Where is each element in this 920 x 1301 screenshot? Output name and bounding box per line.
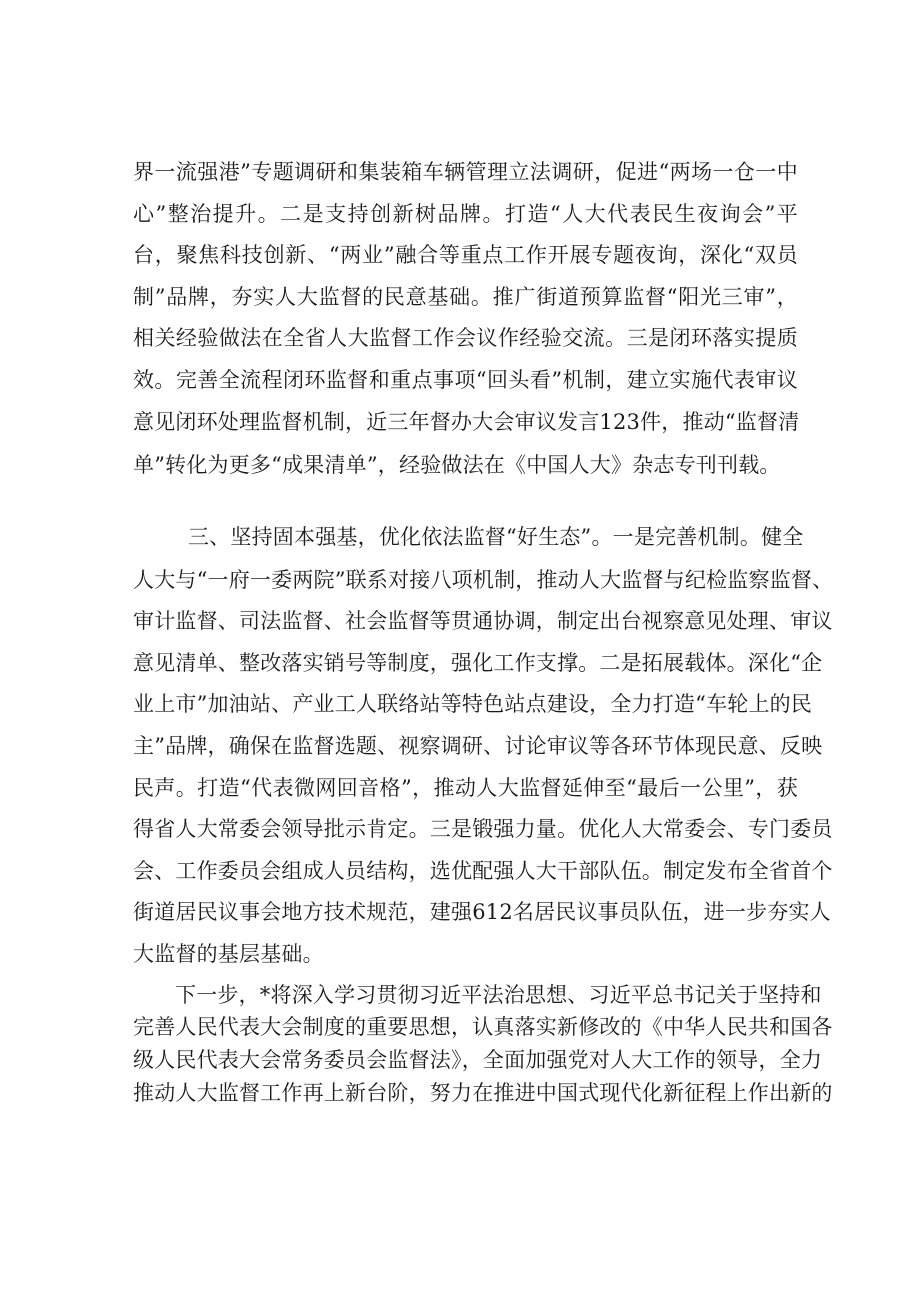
text-line: 三、坚持固本强基，优化依法监督“好生态”。一是完善机制。健全 xyxy=(188,525,804,549)
text-line: 主”品牌，确保在监督选题、视察调研、讨论审议等各环节体现民意、反映 xyxy=(133,734,823,758)
text-line: 大监督的基层基础。 xyxy=(133,942,324,966)
text-line: 界一流强港”专题调研和集装箱车辆管理立法调研，促进“两场一仓一中 xyxy=(133,160,798,184)
text-line: 制”品牌，夯实人大监督的民意基础。推广街道预算监督“阳光三审”， xyxy=(133,285,798,309)
text-line: 业上市”加油站、产业工人联络站等特色站点建设，全力打造“车轮上的民 xyxy=(133,692,813,716)
text-line: 意见闭环处理监督机制，近三年督办大会审议发言123件，推动“监督清 xyxy=(133,410,800,434)
text-line: 街道居民议事会地方技术规范，建强612名居民议事员队伍，进一步夯实人 xyxy=(133,900,831,924)
text-line: 完善人民代表大会制度的重要思想，认真落实新修改的《中华人民共和国各 xyxy=(133,1015,833,1039)
text-line: 台，聚焦科技创新、“两业”融合等重点工作开展专题夜询，深化“双员 xyxy=(133,243,798,267)
text-line: 推动人大监督工作再上新台阶，努力在推进中国式现代化新征程上作出新的 xyxy=(133,1081,833,1105)
text-line: 心”整治提升。二是支持创新树品牌。打造“人大代表民生夜询会”平 xyxy=(133,202,798,226)
text-line: 效。完善全流程闭环监督和重点事项“回头看”机制，建立实施代表审议 xyxy=(133,368,798,392)
text-line: 审计监督、司法监督、社会监督等贯通协调，制定出台视察意见处理、审议 xyxy=(133,609,833,633)
text-line: 意见清单、整改落实销号等制度，强化工作支撑。二是拓展载体。深化“企 xyxy=(133,651,823,675)
text-line: 下一步，*将深入学习贯彻习近平法治思想、习近平总书记关于坚持和 xyxy=(175,983,822,1007)
text-line: 民声。打造“代表微网回音格”，推动人大监督延伸至“最后一公里”，获 xyxy=(133,776,798,800)
text-line: 会、工作委员会组成人员结构，选优配强人大干部队伍。制定发布全省首个 xyxy=(133,859,833,883)
text-line: 相关经验做法在全省人大监督工作会议作经验交流。三是闭环落实提质 xyxy=(133,326,798,350)
text-line: 得省人大常委会领导批示肯定。三是锻强力量。优化人大常委会、专门委员 xyxy=(133,817,833,841)
text-line: 人大与“一府一委两院”联系对接八项机制，推动人大监督与纪检监察监督、 xyxy=(133,568,834,592)
text-line: 级人民代表大会常务委员会监督法》，全面加强党对人大工作的领导，全力 xyxy=(133,1048,823,1072)
text-line: 单”转化为更多“成果清单”，经验做法在《中国人大》杂志专刊刊载。 xyxy=(133,453,781,477)
